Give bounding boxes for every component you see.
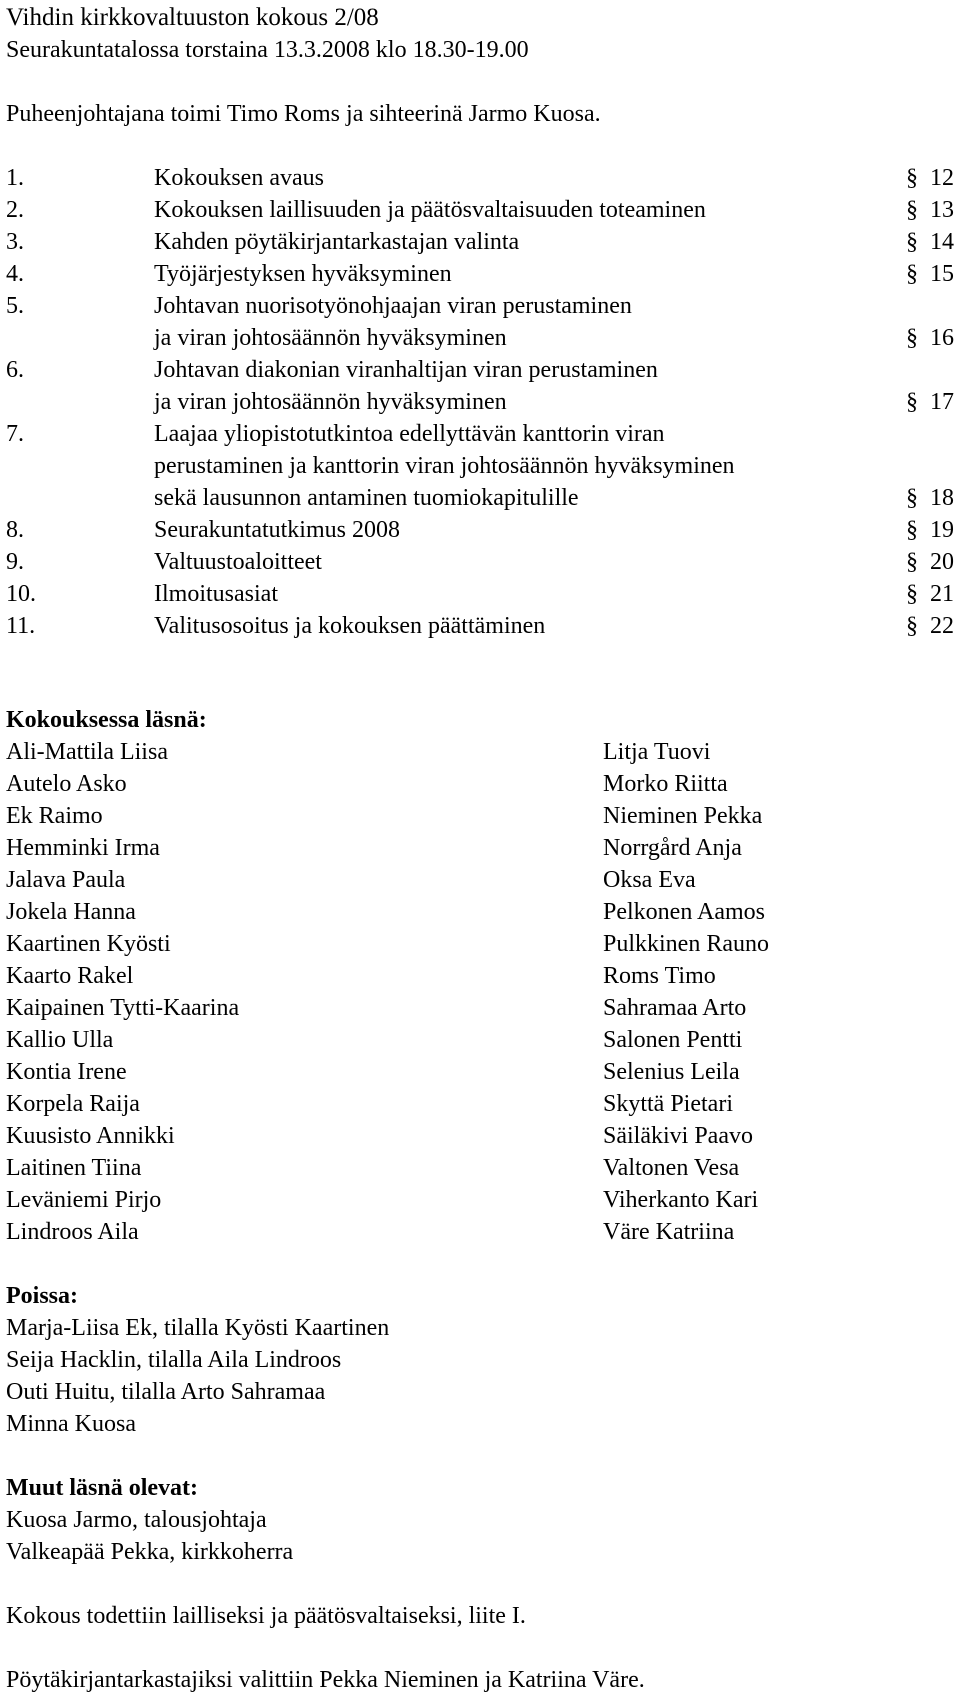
- agenda-item-number: 2.: [6, 197, 24, 223]
- agenda-item-number: 6.: [6, 357, 24, 383]
- section-symbol: §: [906, 549, 918, 575]
- agenda-item-line: Valtuustoaloitteet: [154, 549, 322, 575]
- agenda-item-number: 1.: [6, 165, 24, 191]
- agenda-item-text: [154, 226, 844, 258]
- attendee-name: Selenius Leila: [603, 1059, 740, 1085]
- attendees-columns: [6, 736, 954, 1248]
- agenda-item-number: 4.: [6, 261, 24, 287]
- others-present-item: Kuosa Jarmo, talousjohtaja: [6, 1507, 267, 1533]
- agenda-item-number: 9.: [6, 549, 24, 575]
- attendee-name: Jokela Hanna: [6, 899, 136, 925]
- agenda-item: [6, 514, 954, 546]
- agenda-item-number: 7.: [6, 421, 24, 447]
- section-number: 12: [930, 165, 954, 191]
- agenda-item-text: [154, 258, 844, 290]
- attendee-name: Norrgård Anja: [603, 835, 742, 861]
- agenda-item-section-ref: [906, 578, 954, 610]
- section-number: 19: [930, 517, 954, 543]
- others-present-heading: Muut läsnä olevat:: [6, 1475, 198, 1501]
- chair-secretary-text: Puheenjohtajana toimi Timo Roms ja sihteerinä Jarmo Kuosa.: [6, 101, 601, 127]
- agenda-item-section-ref: [906, 162, 954, 194]
- agenda-item-text: [154, 194, 844, 226]
- section-number: 16: [930, 325, 954, 351]
- agenda-item-line: Ilmoitusasiat: [154, 581, 278, 607]
- section-number: 22: [930, 613, 954, 639]
- attendee-name: Pelkonen Aamos: [603, 899, 765, 925]
- agenda-item: [6, 226, 954, 258]
- agenda-item-text: [154, 162, 844, 194]
- attendee-name: Autelo Asko: [6, 771, 127, 797]
- reviewers-statement: Pöytäkirjantarkastajiksi valittiin Pekka Nieminen ja Katriina Väre.: [6, 1667, 645, 1693]
- document-page: [6, 0, 954, 1696]
- section-symbol: §: [906, 517, 918, 543]
- attendee-name: Jalava Paula: [6, 867, 126, 893]
- absent-section: [6, 1280, 954, 1440]
- section-symbol: §: [906, 197, 918, 223]
- agenda-item-line: Työjärjestyksen hyväksyminen: [154, 261, 452, 287]
- attendee-name: Ek Raimo: [6, 803, 103, 829]
- agenda-item-number: 3.: [6, 229, 24, 255]
- absent-item: Seija Hacklin, tilalla Aila Lindroos: [6, 1347, 342, 1373]
- agenda-item-number: 5.: [6, 293, 24, 319]
- attendee-name: Laitinen Tiina: [6, 1155, 142, 1181]
- agenda-item-section-ref: [906, 610, 954, 642]
- section-symbol: §: [906, 389, 918, 415]
- section-symbol: §: [906, 613, 918, 639]
- section-number: 15: [930, 261, 954, 287]
- absent-item: Marja-Liisa Ek, tilalla Kyösti Kaartinen: [6, 1315, 390, 1341]
- attendee-name: Kaipainen Tytti-Kaarina: [6, 995, 240, 1021]
- section-symbol: §: [906, 229, 918, 255]
- agenda-item: [6, 418, 954, 514]
- attendee-name: Leväniemi Pirjo: [6, 1187, 162, 1213]
- agenda-item-line: ja viran johtosäännön hyväksyminen: [154, 325, 507, 351]
- agenda-list: [6, 162, 954, 642]
- attendee-name: Pulkkinen Rauno: [603, 931, 769, 957]
- attendee-name: Kallio Ulla: [6, 1027, 114, 1053]
- section-symbol: §: [906, 581, 918, 607]
- agenda-item-number: 8.: [6, 517, 24, 543]
- agenda-item: [6, 162, 954, 194]
- agenda-item-text: [154, 546, 844, 578]
- attendee-name: Nieminen Pekka: [603, 803, 763, 829]
- section-number: 21: [930, 581, 954, 607]
- agenda-item-section-ref: [906, 482, 954, 514]
- agenda-item-text: [154, 514, 844, 546]
- document-title: Vihdin kirkkovaltuuston kokous 2/08: [6, 4, 379, 31]
- agenda-item: [6, 258, 954, 290]
- agenda-item-section-ref: [906, 226, 954, 258]
- attendees-left-column: [6, 736, 603, 1248]
- quorum-statement: Kokous todettiin lailliseksi ja päätösvaltaiseksi, liite I.: [6, 1603, 526, 1629]
- absent-item: Minna Kuosa: [6, 1411, 136, 1437]
- agenda-item-line: Valitusosoitus ja kokouksen päättäminen: [154, 613, 546, 639]
- agenda-item-section-ref: [906, 194, 954, 226]
- section-number: 13: [930, 197, 954, 223]
- attendee-name: Salonen Pentti: [603, 1027, 743, 1053]
- agenda-item-text: [154, 418, 844, 514]
- agenda-item-section-ref: [906, 514, 954, 546]
- agenda-item-line: Kokouksen laillisuuden ja päätösvaltaisuuden toteaminen: [154, 197, 706, 223]
- attendee-name: Lindroos Aila: [6, 1219, 139, 1245]
- attendee-name: Oksa Eva: [603, 867, 696, 893]
- attendee-name: Valtonen Vesa: [603, 1155, 740, 1181]
- absent-heading: Poissa:: [6, 1283, 78, 1309]
- agenda-item-line: Kahden pöytäkirjantarkastajan valinta: [154, 229, 520, 255]
- section-symbol: §: [906, 165, 918, 191]
- agenda-item-number: 11.: [6, 613, 36, 639]
- agenda-item-text: [154, 290, 844, 354]
- agenda-item: [6, 546, 954, 578]
- agenda-item-section-ref: [906, 322, 954, 354]
- section-number: 18: [930, 485, 954, 511]
- agenda-item-section-ref: [906, 258, 954, 290]
- agenda-item-line: perustaminen ja kanttorin viran johtosäännön hyväksyminen: [154, 453, 735, 479]
- section-number: 17: [930, 389, 954, 415]
- attendee-name: Kontia Irene: [6, 1059, 127, 1085]
- others-present-list: [6, 1504, 954, 1568]
- section-symbol: §: [906, 485, 918, 511]
- agenda-item-line: Johtavan nuorisotyönohjaajan viran perustaminen: [154, 293, 632, 319]
- agenda-item-section-ref: [906, 386, 954, 418]
- agenda-item-line: Seurakuntatutkimus 2008: [154, 517, 400, 543]
- attendee-name: Kaartinen Kyösti: [6, 931, 171, 957]
- attendee-name: Litja Tuovi: [603, 739, 711, 765]
- agenda-item-line: Kokouksen avaus: [154, 165, 324, 191]
- attendee-name: Väre Katriina: [603, 1219, 735, 1245]
- attendee-name: Sahramaa Arto: [603, 995, 747, 1021]
- section-number: 14: [930, 229, 954, 255]
- agenda-item-section-ref: [906, 546, 954, 578]
- section-number: 20: [930, 549, 954, 575]
- agenda-item: [6, 354, 954, 418]
- section-symbol: §: [906, 261, 918, 287]
- meeting-details: Seurakuntatalossa torstaina 13.3.2008 klo 18.30-19.00: [6, 37, 529, 63]
- agenda-item-text: [154, 610, 844, 642]
- agenda-item: [6, 194, 954, 226]
- agenda-item-line: Laajaa yliopistotutkintoa edellyttävän kanttorin viran: [154, 421, 665, 447]
- agenda-item-text: [154, 578, 844, 610]
- attendee-name: Roms Timo: [603, 963, 716, 989]
- attendees-heading: Kokouksessa läsnä:: [6, 707, 207, 733]
- attendee-name: Säiläkivi Paavo: [603, 1123, 753, 1149]
- absent-list: [6, 1312, 954, 1440]
- attendee-name: Skyttä Pietari: [603, 1091, 733, 1117]
- others-present-item: Valkeapää Pekka, kirkkoherra: [6, 1539, 294, 1565]
- attendee-name: Ali-Mattila Liisa: [6, 739, 168, 765]
- attendees-right-column: [603, 736, 953, 1248]
- agenda-item: [6, 290, 954, 354]
- attendee-name: Viherkanto Kari: [603, 1187, 759, 1213]
- attendee-name: Korpela Raija: [6, 1091, 140, 1117]
- attendee-name: Hemminki Irma: [6, 835, 160, 861]
- absent-item: Outi Huitu, tilalla Arto Sahramaa: [6, 1379, 326, 1405]
- section-symbol: §: [906, 325, 918, 351]
- agenda-item-line: Johtavan diakonian viranhaltijan viran perustaminen: [154, 357, 658, 383]
- attendee-name: Kuusisto Annikki: [6, 1123, 175, 1149]
- attendee-name: Kaarto Rakel: [6, 963, 134, 989]
- attendees-section: [6, 704, 954, 1248]
- agenda-item: [6, 610, 954, 642]
- agenda-item-number: 10.: [6, 581, 36, 607]
- agenda-item-line: ja viran johtosäännön hyväksyminen: [154, 389, 507, 415]
- attendee-name: Morko Riitta: [603, 771, 728, 797]
- others-present-section: [6, 1472, 954, 1568]
- agenda-item: [6, 578, 954, 610]
- agenda-item-text: [154, 354, 844, 418]
- agenda-item-line: sekä lausunnon antaminen tuomiokapitulille: [154, 485, 579, 511]
